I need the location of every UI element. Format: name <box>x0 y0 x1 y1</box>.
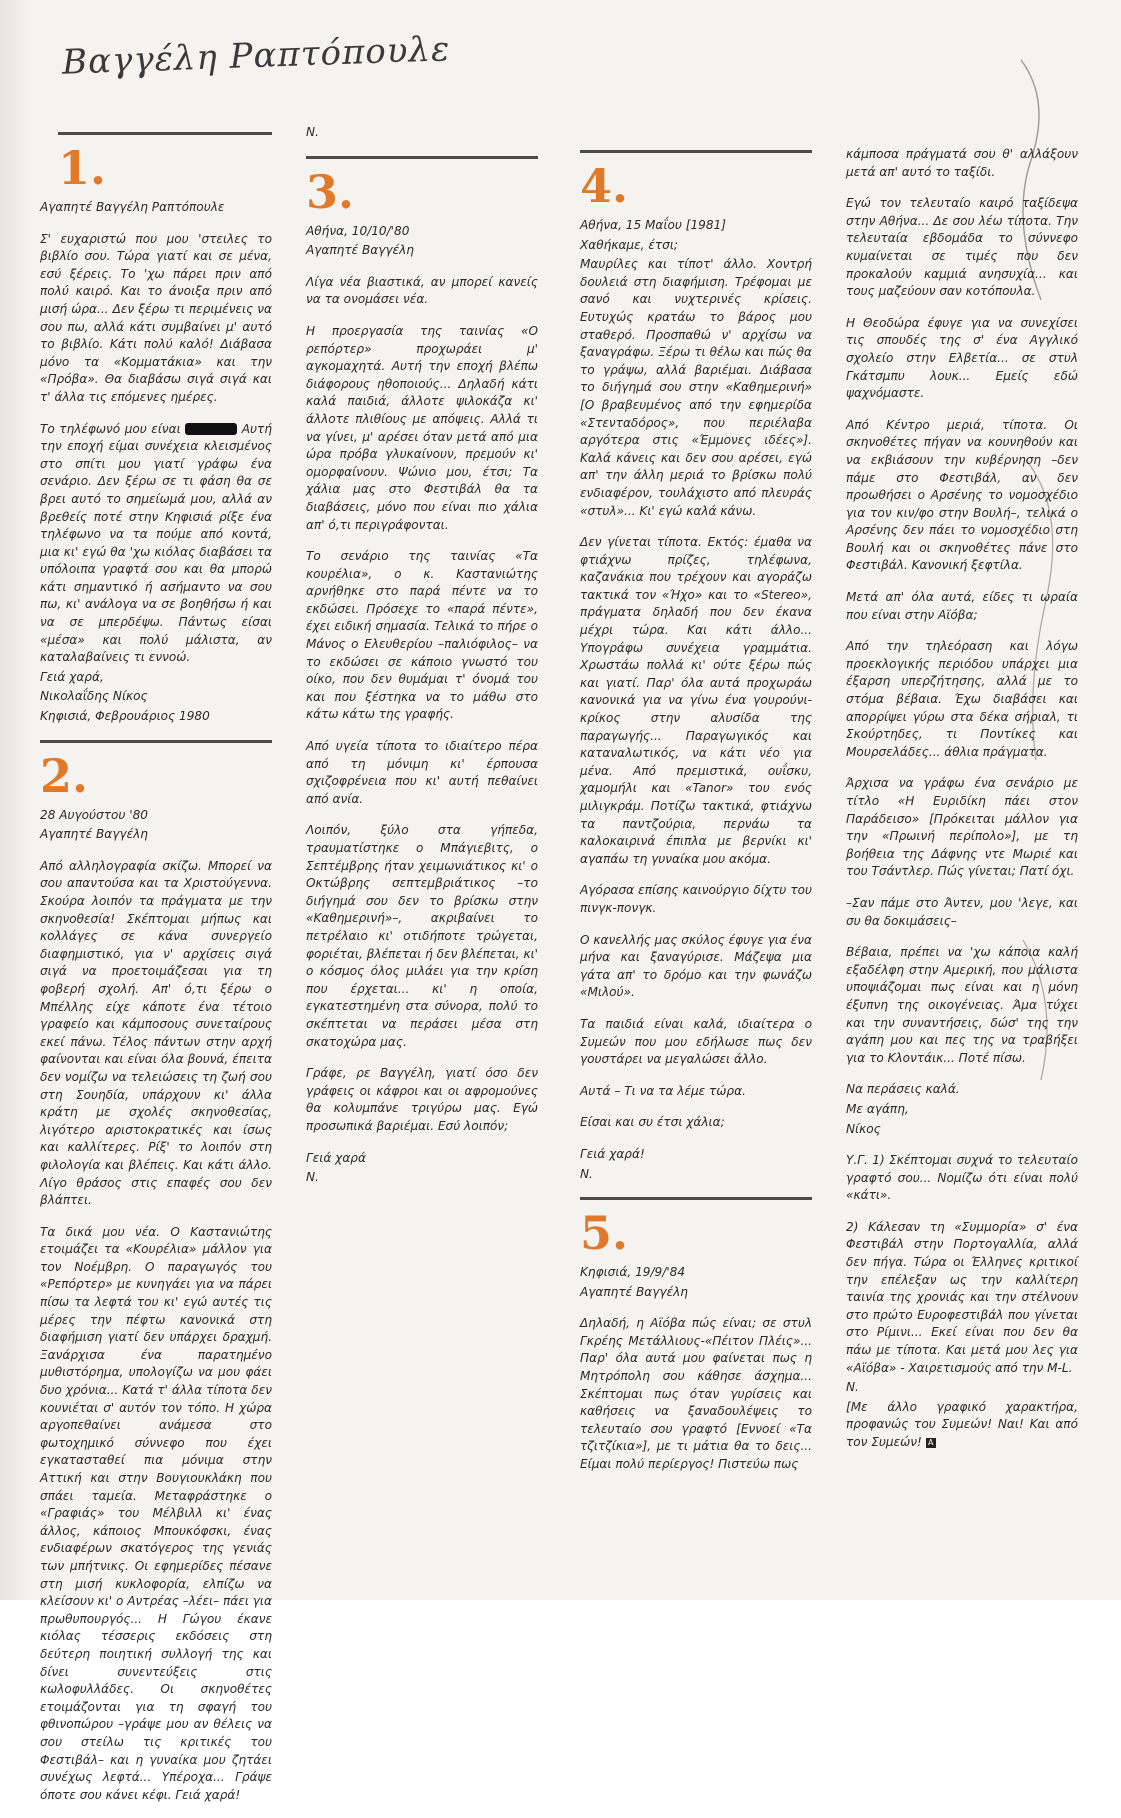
paragraph: Τα παιδιά είναι καλά, ιδιαίτερα ο Συμεών που μου εδήλωσε πως δεν γουστάρει να μεγαλώσει άλλο. <box>580 1016 812 1067</box>
paragraph: Από αλληλογραφία σκίζω. Μπορεί να σου απαντούσα και τα Χριστούγεννα. Σκούρα λοιπόν τα πράγματα με την σκηνοθεσία! Σκέπτομαι μήπως και κολλάγες σε κάνα συνεργείο διαφημιστικό, για ν' αρχίσεις σιγά σιγά να προετοιμάζεσαι για τη φοβερή σχολή. Απ' ό,τι ξέρω ο Μπέλλης είχε κάποτε ένα τέτοιο γραφείο και κάμποσους συνεταίρους εκεί πάνω. Τέλος πάντων στην αρχή φαίνονται και είναι όλα βουνά, έπειτα δεν νομίζω να τελειώσεις τη ζωή σου στη Σουηδία, υπάρχουν κι' άλλα κράτη με σχολές σκηνοθεσίας, λιγότερο αριστοκρατικές και ίσως και καλλίτερες. Ρίξ' το λοιπόν στη φιλολογία και βλέπεις. Και κάτι άλλο. Λίγο θράσος στις επαφές σου δεν βλάπτει. <box>40 858 272 1208</box>
paragraph: Γράφε, ρε Βαγγέλη, γιατί όσο δεν γράφεις οι κάφροι και οι αφρομούνες θα κολυμπάνε τριγύρω μας. Εγώ προσωπικά βαριέμαι. Εσύ λοιπόν; <box>306 1066 538 1133</box>
redacted-phone-number <box>185 423 237 435</box>
letter-number-4: 4. <box>580 159 629 213</box>
postscript: Υ.Γ. 1) Σκέπτομαι συχνά το τελευταίο γραφτό σου... Νομίζω ότι είναι πολύ «κάτι». <box>846 1153 1078 1203</box>
paragraph: –Σαν πάμε στο Άντεν, μου 'λεγε, και συ θα δοκιμάσεις– <box>846 895 1078 928</box>
paragraph: Από την τηλεόραση και λόγω προεκλογικής περιόδου υπάρχει μια έξαρση υπερζήτησης, αλλά με το στόμα βέβαια. Έχω διαβάσει και απορρίψει γύρω στα δέκα σήριαλ, τι Σκούρτηδες, τι Ποντίκες και Μουρσελάδες... άθλια πράγματα. <box>846 639 1078 759</box>
paragraph: Αυτά – Τι να τα λέμε τώρα. <box>580 1083 746 1098</box>
closing: Γειά χαρά, <box>40 669 104 684</box>
signature: Ν. <box>306 1170 319 1185</box>
place-date: Αθήνα, 10/10/'80 <box>306 223 410 238</box>
paragraph: Τα δικά μου νέα. Ο Καστανιώτης ετοιμάζει τα «Κουρέλια» μάλλον για τον Νοέμβρη. Ο παραγωγός του «Ρεπόρτερ» με κυνηγάει για να πάρει πίσω τα λεφτά του κι' εγώ αυτές τις μέρες την πέφτω κανονικά στη διαφήμιση γιατί δεν υπάρχει δραχμή. Ξανάρχισα ένα παρατημένο μυθιστόρημα, υπολογίζω να μου φάει δυο χρόνια... Κατά τ' άλλα τίποτα δεν κουνιέται σ' αυτόν τον τόπο. Η χώρα αργοπεθαίνει ανάμεσα στο φωτοχημικό σύννεφο που έχει εγκατασταθεί πια μόνιμα στην Αττική και στην Βουγιουκλάκη που σπάει ταμεία. Μεταφράστηκε ο «Γραφιάς» του Μέλβιλλ κι' ένας άλλος, κάποιος Μπουκόφσκι, ένας ενδιαφέρων σκατόγερος της γενιάς των μπήτνικς. Οι εφημερίδες πέσανε στη μισή κυκλοφορία, ελπίζω να κλείσουν κι' ο Αντρέας –λέει– πάει για πρωθυπουργός... Η Γώγου έκανε κιόλας τέσσερις εκδόσεις στη δεύτερη ποιητική συλλογή της και δίνει συνεντεύξεις στις κωλοφυλλάδες. Οι σκηνοθέτες ετοιμάζονται για τη σφαγή του φθινοπώρου –γράψε μου αν θέλεις να σου στείλω τις κριτικές του Φεστιβάλ– και η γυναίκα μου ζητάει συνέχως λεφτά... Υπέροχα... Γράψε όποτε σου κάνει κέφι. Γειά χαρά! <box>40 1224 272 1802</box>
paragraph: Μετά απ' όλα αυτά, είδες τι ωραία που είναι στην Αϊόβα; <box>846 590 1078 622</box>
paragraph-continued: Ν. <box>306 125 319 139</box>
salutation: Αγαπητέ Βαγγέλη Ραπτόπουλε <box>40 200 225 214</box>
scan-edge <box>0 0 30 1600</box>
end-mark: A <box>926 1438 936 1448</box>
place-date: Αθήνα, 15 Μαΐου [1981] <box>580 218 726 232</box>
signature: Ν. <box>580 1166 593 1181</box>
section-rule <box>58 132 272 135</box>
column-4 <box>846 146 1078 1466</box>
signature: Ν. <box>846 1380 859 1395</box>
paragraph: Ο κανελλής μας σκύλος έφυγε για ένα μήνα και ξαναγύρισε. Μάζεψα μια γάτα απ' το δρόμο και την φωνάζω «Μιλού». <box>580 932 812 1000</box>
paragraph: Σ' ευχαριστώ που μου 'στειλες το βιβλίο σου. Τώρα γιατί και σε μένα, εσύ ξέρεις. Το 'χω πάρει πριν από πολύ καιρό. Και το άνοιξα πριν από μισή ώρα... Δεν ξέρω τι περιμένεις να σου πω, αλλά κάτι συμβαίνει μ' αυτό το βιβλίο. Κάτι πολύ καλό! Διάβασα μόνο τα «Κομματάκια» και την «Πρόβα». Θα διαβάσω σιγά σιγά και τ' άλλα τις επόμενες ημέρες. <box>40 231 272 404</box>
paragraph: Είσαι και συ έτσι χάλια; <box>580 1115 725 1130</box>
paragraph: Αγόρασα επίσης καινούργιο δίχτυ του πινγκ-πονγκ. <box>580 883 812 915</box>
paragraph: Η Θεοδώρα έφυγε για να συνεχίσει τις σπουδές της σ' ένα Αγγλικό σχολείο στην Ελβετία... σε στυλ Γκάτσμπυ λουκ... Εμείς εδώ ψαχνόμαστε. <box>846 315 1078 401</box>
section-rule <box>306 156 538 159</box>
column-3 <box>580 146 812 1488</box>
closing: Γειά χαρά! <box>580 1146 645 1161</box>
paragraph: Δεν γίνεται τίποτα. Εκτός: έμαθα να φτιάχνω πρίζες, τηλέφωνα, καζανάκια που τρέχουν και αγοράζω τακτικά τον «Ήχο» και το «Stereo», πράγματα δηλαδή που δεν έκανα μέχρι τώρα. Και κάτι άλλο... Υπογράφω συνέχεια γραμμάτια. Χρωστάω πολλά κι' ούτε ξέρω πώς και γιατί. Παρ' όλα αυτά προχωράω κανονικά για να γίνω ένα γουρούνι-κρίκος στην αλυσίδα της παραγωγής... Παραγωγικός και καταναλωτικός, να κάτι νέο για μένα. Από πρεμιστικά, ουΐσκυ, χαμομήλι και «Tanor» του ενός μιλιγκράμ. Ποτίζω τακτικά, φτιάχνω τα παντζούρια, περνάω τα καλοκαιρινά έπιπλα με βερνίκι κι' αγαπάω τη γυναίκα μου ακόμα. <box>580 535 812 866</box>
closing: Με αγάπη, <box>846 1101 909 1116</box>
paragraph: Η προεργασία της ταινίας «Ο ρεπόρτερ» προχωράει μ' αγκομαχητά. Αυτή την εποχή βλέπω διάφορους ηθοποιούς... Δηλαδή κάτι καλά παιδιά, άλλοτε ψιλοκάζα κι' άλλοτε πλιθίους με απόψεις. Αλλά τι να γίνει, μ' αρέσει όταν μετά από μια ώρα πρόβα γλυκαίνουν, πρεμούν κι' ομορφαίνουν. Ψώνιο μου, έτσι; Τα χάλια μας στο Φεστιβάλ θα τα διαβάσεις, μόνο που είναι πιο χάλια απ' ό,τι περιγράφονται. <box>306 323 538 532</box>
signature: Νίκος <box>846 1121 881 1136</box>
paragraph <box>40 421 272 667</box>
paragraph: Δηλαδή, η Αϊόβα πώς είναι; σε στυλ Γκρέης Μετάλλιους-«Πέιτον Πλέις»... Παρ' όλα αυτά μου φαίνεται πως η Μητρόπολη σου κάθησε άσχημα... Σκέπτομαι πως όταν γυρίσεις και καθήσεις να ξαναδουλέψεις το τελευταίο σου γραφτό [Εννοεί «Τα τζιτζίκια»], με τι μάτια θα το δεις... Είμαι πολύ περίεργος! Πιστεύω πως <box>580 1316 812 1472</box>
paragraph: Από υγεία τίποτα το ιδιαίτερο πέρα από τη μόνιμη κι' έρπουσα σχιζοφρένεια που κι' αυτή πεθαίνει από ανία. <box>306 739 538 806</box>
section-rule <box>40 740 272 743</box>
letter-date: 28 Αυγούστου '80 <box>40 807 148 822</box>
paragraph-continued: κάμποσα πράγματά σου θ' αλλάξουν μετά απ' αυτό το ταξίδι. <box>846 147 1078 179</box>
editor-note-text: [Με άλλο γραφικό χαρακτήρα, προφανώς του Συμεών! Ναι! Και από τον Συμεών! <box>846 1399 1078 1449</box>
handwritten-title: Βαγγέλη Ραπτόπουλε <box>61 29 451 83</box>
closing: Να περάσεις καλά. <box>846 1082 960 1097</box>
paragraph: Το σενάριο της ταινίας «Τα κουρέλια», ο κ. Καστανιώτης αρνήθηκε στο παρά πέντε να το εκδώσει. Πρόσεχε το «παρά πέντε», έχει ειδική σημασία. Τελικά το πήρε ο Μάνος ο Ελευθερίου –παλιόφιλος– να το εκδώσει σε κάποιο γνωστό του οίκο, που δεν θυμάμαι τ' όνομά του και που ξέστηκα να το μάθω στο κάτω κάτω της γραφής. <box>306 549 538 722</box>
place-date: Κηφισιά, 19/9/'84 <box>580 1265 686 1280</box>
place-date: Κηφισιά, Φεβρουάριος 1980 <box>40 709 210 724</box>
letter-number-1: 1. <box>58 141 107 195</box>
paragraph: Άρχισα να γράφω ένα σενάριο με τίτλο «Η Ευριδίκη πάει στον Παράδεισο» [Πρόκειται μάλλον για την «Πρωινή περίπολο»], με τη βοήθεια της Δάφνης ντε Μωριέ και του Τσάντλερ. Πώς γίνεται; Πατί όχι. <box>846 776 1078 879</box>
column-2 <box>306 124 538 1201</box>
paragraph: Εγώ τον τελευταίο καιρό ταξίδεψα στην Αθήνα... Δε σου λέω τίποτα. Την τελευταία εβδομάδα το σύννεφο κυμαίνεται σε τιμές που δεν προκαλούν καμμιά ανησυχία... και τους μαζεύουν σαν κοτόπουλα. <box>846 196 1078 299</box>
paragraph: Χαθήκαμε, έτσι; <box>580 237 678 252</box>
section-rule <box>580 150 812 153</box>
phone-intro: Το τηλέφωνό μου είναι <box>40 421 181 436</box>
paragraph: Βέβαια, πρέπει να 'χω κάποια καλή εξαδέλφη στην Αμερική, που μάλιστα υποψιάζομαι πως είναι και η μόνη έξυπνη της οικογένειας. Άμα τύχει και την συναντήσεις, δώσ' της την αγάπη μου και πες της να τραβήξει για το Κλοντάικ... Ποτέ πίσω. <box>846 945 1078 1065</box>
signature: Νικολαΐδης Νίκος <box>40 689 148 704</box>
paragraph: Από Κέντρο μεριά, τίποτα. Οι σκηνοθέτες πήγαν να κουνηθούν και να εκβιάσουν την κυβέρνηση –δεν πάμε στο Φεστιβάλ, αν δεν προωθήσει ο Αρσένης το νομοσχέδιο για τον κιν/φο στην Βουλή–, τελικά ο Αρσένης δεν πάει το νομοσχέδιο στη Βουλή και οι σκηνοθέτες πάνε στο Φεστιβάλ. Κανονική ξεφτίλα. <box>846 417 1078 573</box>
letter-number-2: 2. <box>40 748 89 803</box>
paragraph: Λοιπόν, ξύλο στα γήπεδα, τραυματίστηκε ο Μπάγιεβιτς, ο Σεπτέμβρης ήταν χειμωνιάτικος κι' ο Οκτώβρης σεπτεμβριάτικος –το διήγημά σου δεν το βρίσκω στην «Καθημερινή»–, ακριβαίνει το πετρέλαιο κι' οτιδήποτε τρώγεται, φοριέται, βλέπεται ή δεν βλέπεται, κι' ο κόσμος όλος μιλάει για την κρίση που έρχεται... κι' η οποία, εγκατεστημένη στα σύνορα, πολύ το σκέπτεται να περάσει μέσα στη σκατοχώρα μας. <box>306 823 538 1049</box>
paragraph-text: Αυτή την εποχή είμαι συνέχεια κλεισμένος στο σπίτι μου γιατί γράφω ένα σενάριο. Δεν ξέρω σε τι φάση θα σε βρει αυτό το σημείωμά μου, αλλά αν βρεθείς ποτέ στην Κηφισιά ρίξε ένα τηλέφωνο να τα πούμε από κοντά, μια κι' εγώ θα 'χω κιόλας διαβάσει τα υπόλοιπα γραφτά σου και θα μπορώ κάτι σημαντικό ή ασήμαντο να σου πω, κι' ανάλογα να σε βοηθήσω ή και να σε μπερδέψω. Πάντως είσαι «μέσα» και πολύ μάλιστα, αν καταλαβαίνεις τι εννοώ. <box>40 421 272 665</box>
paragraph: Μαυρίλες και τίποτ' άλλο. Χοντρή δουλειά στη διαφήμιση. Τρέφομαι με σανό και νυχτερινές κρίσεις. Ευτυχώς κρατάω το βάρος μου σταθερό. Προσπαθώ ν' αρχίσω να ξαναγράφω. Ξέρω τι θέλω και πώς θα το γράψω, αλλά βαριέμαι. Διάβασα το διήγημά σου στην «Καθημερινή» [Ο βραβευμένος από την εφημερίδα «Στενταδόρος», που περιέλαβα αργότερα στις «Έμμονες ιδέες»]. Καλά κάνεις και δεν σου αρέσει, εγώ απ' την άλλη μεριά το βρίσκω πολύ ενδιαφέρον, τουλάχιστο από πλευράς «στυλ»... Κι' εγώ καλά κάνω. <box>580 257 812 518</box>
column-1 <box>40 128 272 1818</box>
closing: Γειά χαρά <box>306 1150 366 1165</box>
salutation: Αγαπητέ Βαγγέλη <box>306 243 414 258</box>
letter-number-3: 3. <box>306 164 355 219</box>
section-rule <box>580 1197 812 1200</box>
salutation: Αγαπητέ Βαγγέλη <box>40 827 148 842</box>
paragraph: Λίγα νέα βιαστικά, αν μπορεί κανείς να τα ονομάσει νέα. <box>306 274 538 307</box>
editor-note <box>846 1399 1078 1452</box>
salutation: Αγαπητέ Βαγγέλη <box>580 1284 688 1299</box>
postscript: 2) Κάλεσαν τη «Συμμορία» σ' ένα Φεστιβάλ στην Πορτογαλλία, αλλά δεν πήγα. Τώρα οι Έλληνες κριτικοί την επέλεξαν ως την καλλίτερη ταινία της χρονιάς και την στέλνουν στο πρώτο Ευροφεστιβάλ που γίνεται στο Ρίμινι... Εκεί είναι που δεν θα πάω με τίποτα. Και μετά μου λες για «Αϊόβα» - Χαιρετισμούς από την Μ-L. <box>846 1219 1078 1375</box>
letter-number-5: 5. <box>580 1206 629 1261</box>
